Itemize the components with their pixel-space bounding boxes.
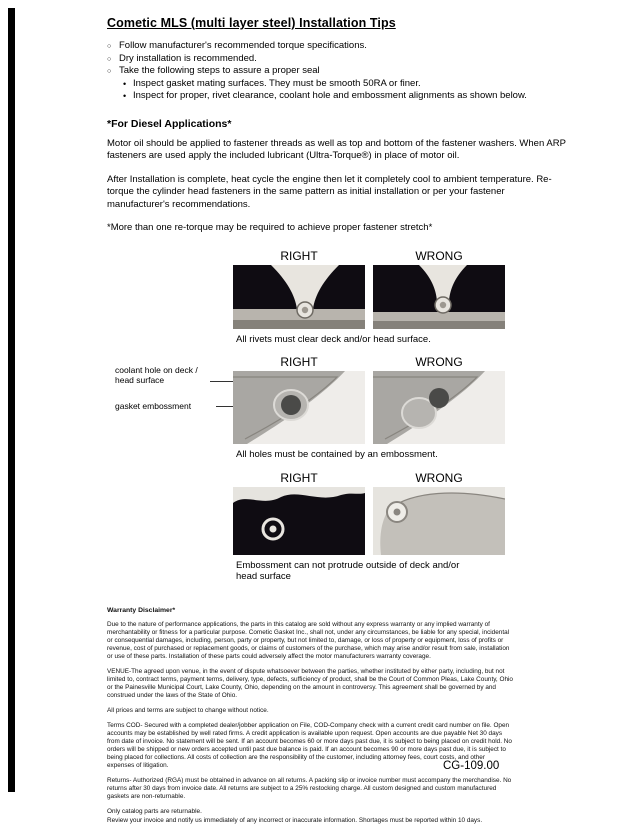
wrong-label: WRONG bbox=[415, 248, 463, 263]
page-content bbox=[107, 16, 577, 832]
tip-item: ○ Take the following steps to assure a proper seal bbox=[107, 65, 577, 78]
embossment-wrong-image bbox=[373, 487, 505, 555]
embossment-caption: Embossment can not protrude outside of deck and/or head surface bbox=[236, 559, 460, 582]
tip-sub-item: • Inspect for proper, rivet clearance, coolant hole and embossment alignments as shown below. bbox=[121, 90, 577, 103]
right-label: RIGHT bbox=[280, 470, 318, 485]
coolant-hole-annotation: coolant hole on deck / head surface bbox=[115, 365, 198, 385]
embossment-right-diagram bbox=[233, 487, 365, 555]
tip-item: ○ Follow manufacturer's recommended torque specifications. bbox=[107, 40, 577, 53]
embossment-wrong-diagram bbox=[373, 487, 505, 555]
legal-paragraph: VENUE-The agreed upon venue, in the event of dispute whatsoever between the parties, whether instituted by either party, including, but not limited to, contract terms, payment terms, delivery, type, defects, sufficiency of product, shall be the Court of Common Pleas, Lake County, Ohio or the Painesville Municipal Court, Lake County, Ohio, depending on the amount in controversy. This agreement shall be governed by and construed under the laws of the State of Ohio. bbox=[107, 667, 513, 699]
diagram-labels bbox=[233, 355, 505, 369]
page-code: CG-109.00 bbox=[443, 760, 500, 772]
gasket-embossment-annotation: gasket embossment bbox=[115, 401, 192, 411]
rivet-clear-wrong-image bbox=[373, 265, 505, 329]
diesel-applications-heading: *For Diesel Applications* bbox=[107, 117, 232, 130]
wrong-label: WRONG bbox=[415, 355, 463, 369]
diesel-paragraph-1: Motor oil should be applied to fastener threads as well as top and bottom of the fastener washers. When ARP fasteners are used apply the included lubricant (Ultra-Torque®) in place of motor oil. bbox=[107, 137, 566, 161]
wrong-label: WRONG bbox=[415, 470, 463, 485]
legal-paragraph: Due to the nature of performance applications, the parts in this catalog are sold without any express warranty or any implied warranty of merchantability or fitness for a particular purpose. Cometic Gasket Inc., shall not, under any circumstances, be liable for any special, incidental or consequential damages, including, person, party or property, but not limited to, damage, or loss of property or equipment, loss of profits or revenue, cost of purchased or replacement goods, or claims of customers of the purchase, which may arise and/or result from sale, installation or use of these parts. Installation of these parts could adversely affect the motor manufacturers warranty coverage. bbox=[107, 620, 510, 660]
diagram-row-holes bbox=[115, 355, 505, 461]
rivet-right-diagram bbox=[233, 265, 365, 329]
legal-paragraph: Review your invoice and notify us immediately of any incorrect or inaccurate information. Shortages must be reported within 10 days. bbox=[107, 816, 483, 824]
annotation-leader-line bbox=[210, 381, 233, 382]
retorque-note: *More than one re-torque may be required to achieve proper fastener stretch* bbox=[107, 222, 433, 233]
tip-item: ○ Dry installation is recommended. bbox=[107, 53, 577, 66]
legal-paragraph: All prices and terms are subject to change without notice. bbox=[107, 706, 269, 714]
rivet-clear-right-image bbox=[233, 265, 365, 329]
tip-sub-item: • Inspect gasket mating surfaces. They must be smooth 50RA or finer. bbox=[121, 78, 577, 91]
right-label: RIGHT bbox=[280, 355, 318, 369]
right-label: RIGHT bbox=[280, 248, 318, 263]
diagram-labels bbox=[233, 249, 505, 263]
hole-right-diagram bbox=[233, 371, 365, 444]
diagram-row-embossment bbox=[233, 471, 505, 583]
legal-paragraph: Returns- Authorized (RGA) must be obtained in advance on all returns. A packing slip or invoice number must accompany the merchandise. No returns after 30 days from invoice date. All returns are subject to a 25% restocking charge. All custom designed and custom manufactured gaskets are non-returnable. bbox=[107, 776, 512, 800]
warranty-disclaimer-heading: Warranty Disclaimer* bbox=[107, 606, 176, 614]
legal-paragraph: Terms COD- Secured with a completed dealer/jobber application on File, COD-Company check with a current credit card number on file. Open accounts may be established by well rated firms. A credit application is available upon request. Open accounts are due payable Net 30 days from date of invoice. No statement will be sent. If an account becomes 60 or more days past due, it is subject to being placed on credit hold. No orders will be shipped or new orders accepted until past due balance is paid. If an account becomes 90 or more days past due, it is subject to being placed for collections. All costs of collection are the responsibility of the customer, including attorney fees, court costs, and other expenses of litigation. bbox=[107, 721, 512, 769]
diagram-labels bbox=[233, 471, 505, 485]
legal-paragraph: Only catalog parts are returnable. bbox=[107, 807, 202, 815]
install-tips-list bbox=[107, 40, 577, 103]
hole-caption: All holes must be contained by an embossment. bbox=[236, 449, 438, 460]
warranty-disclaimer-section bbox=[107, 607, 513, 825]
page-spine-bar bbox=[8, 8, 15, 792]
diagram-row-rivets bbox=[233, 249, 505, 346]
hole-contained-right-image bbox=[233, 371, 365, 444]
page-title: Cometic MLS (multi layer steel) Installation Tips bbox=[107, 16, 396, 30]
annotation-leader-line bbox=[216, 406, 233, 407]
rivet-caption: All rivets must clear deck and/or head surface. bbox=[236, 333, 431, 345]
rivet-wrong-diagram bbox=[373, 265, 505, 329]
hole-contained-wrong-image bbox=[373, 371, 505, 444]
hole-wrong-diagram bbox=[373, 371, 505, 444]
embossment-right-image bbox=[233, 487, 365, 555]
diagram-block bbox=[115, 248, 505, 583]
diesel-paragraph-2: After Installation is complete, heat cycle the engine then let it completely cool to ambient temperature. Re-torque the cylinder head fasteners in the same pattern as initial installation or per your fastener manufacturer's recommendations. bbox=[107, 173, 552, 210]
